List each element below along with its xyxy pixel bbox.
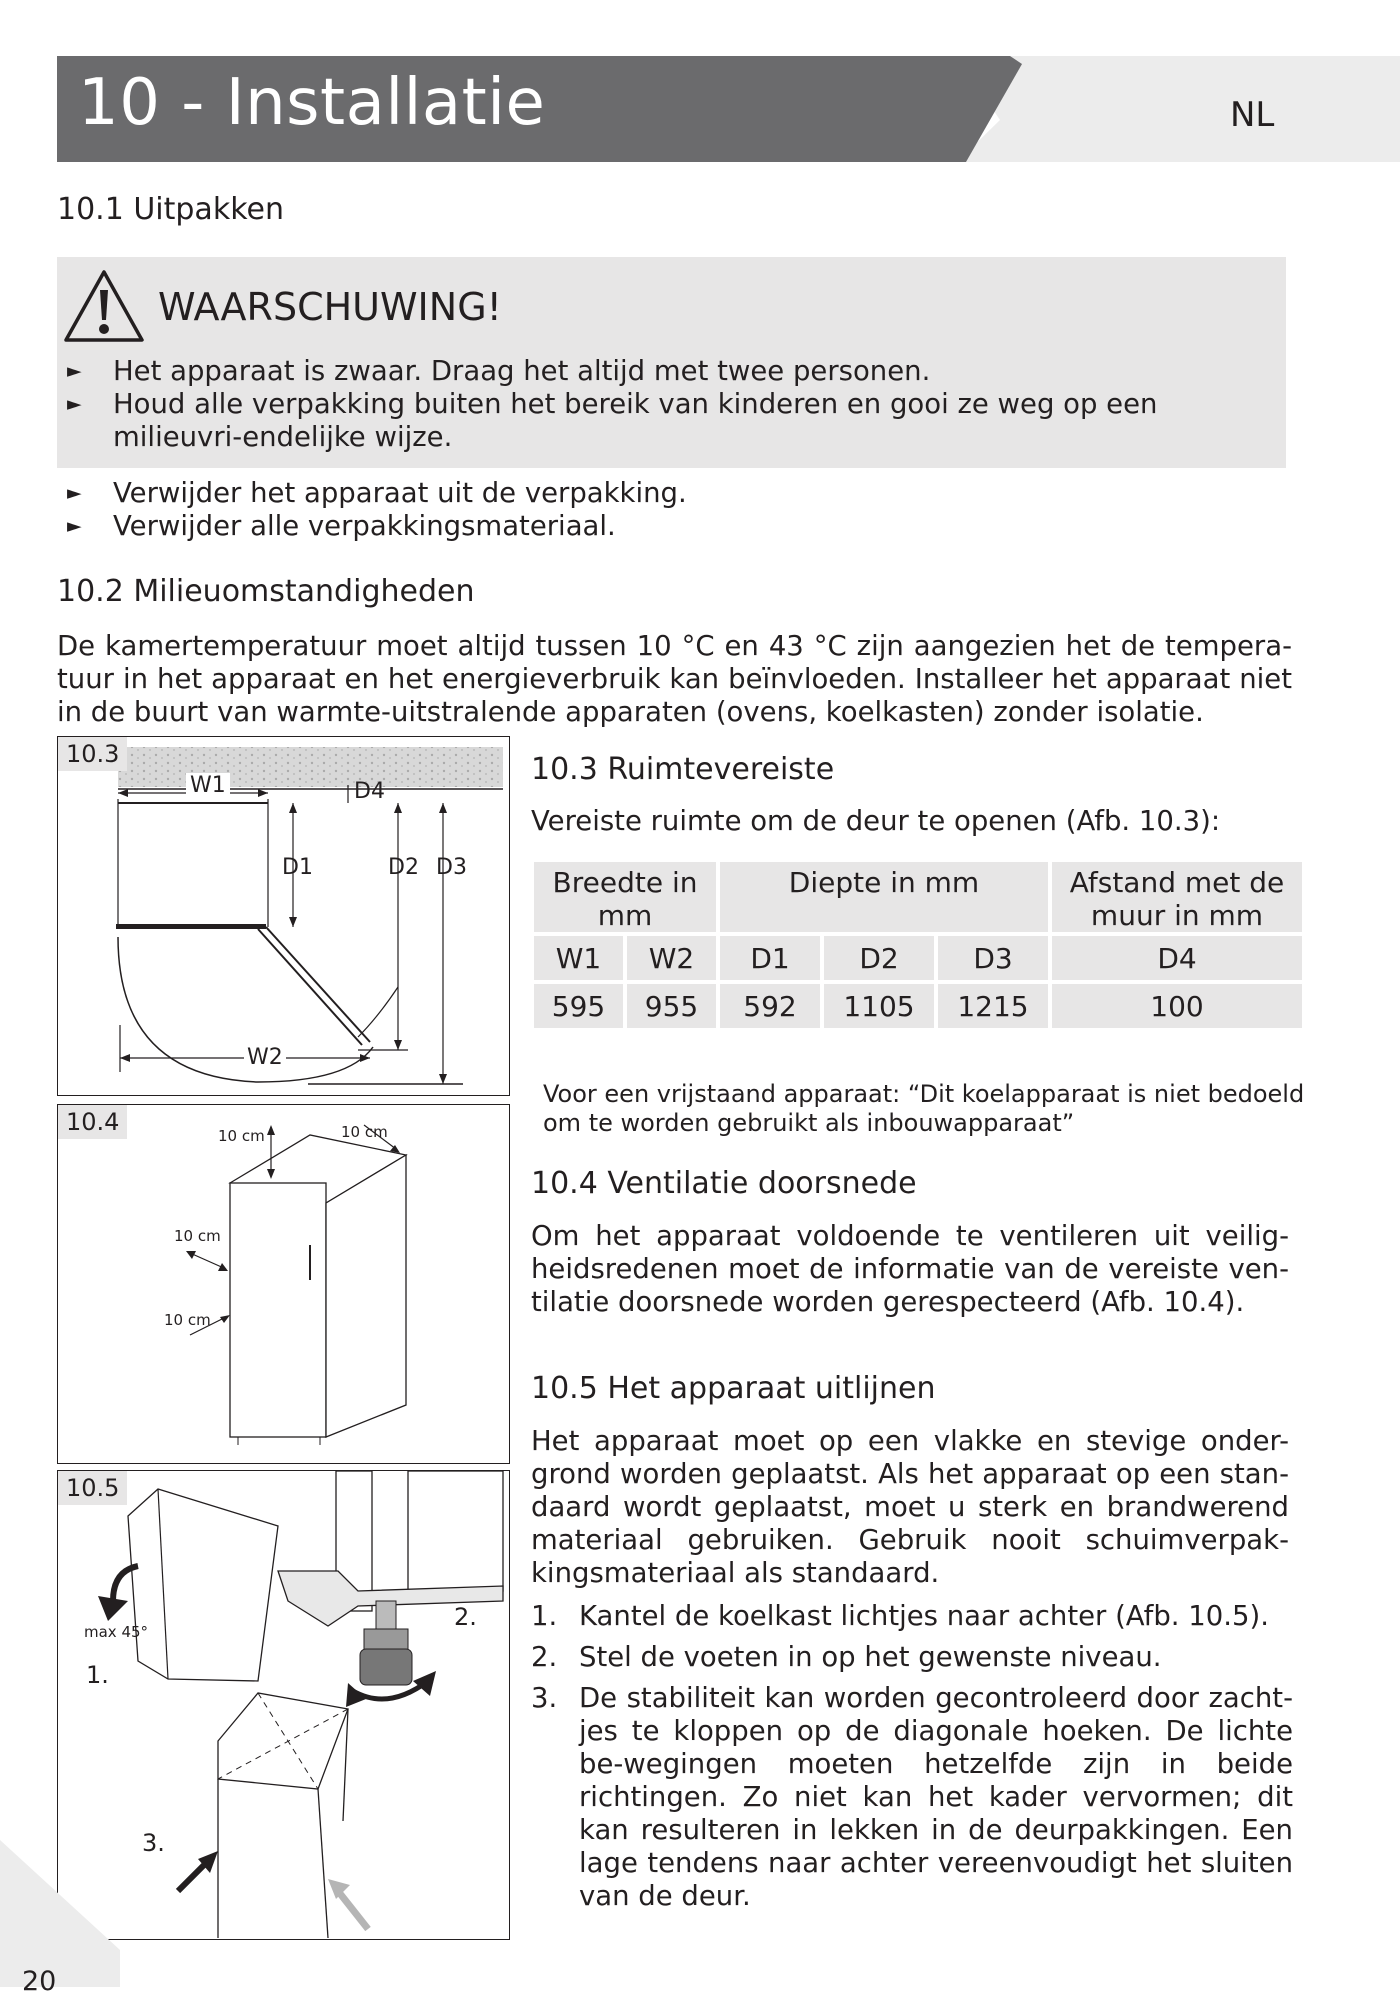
step-number: 2.	[531, 1641, 558, 1673]
figure-label: 10.4	[58, 1105, 127, 1139]
section-heading-10-5: 10.5 Het apparaat uitlijnen	[531, 1371, 936, 1406]
leveling-steps	[531, 1600, 1293, 1921]
step-marker-1: 1.	[86, 1661, 109, 1689]
table-cell: 1105	[824, 984, 934, 1028]
table-cell: 592	[720, 984, 820, 1028]
warning-item: ► Houd alle verpakking buiten het bereik van kinderen en gooi ze weg op een milieuvri-endelijke wijze.	[57, 388, 1257, 454]
angle-label: max 45°	[84, 1623, 149, 1641]
dim-label-d2: D2	[388, 855, 419, 880]
step-marker-2: 2.	[454, 1603, 477, 1631]
table-cell: 595	[534, 984, 623, 1028]
dim-label-d1: D1	[282, 855, 313, 880]
warning-title: WAARSCHUWING!	[158, 285, 502, 329]
figure-10-3	[57, 736, 510, 1096]
step-number: 1.	[531, 1600, 558, 1632]
environment-text: De kamertemperatuur moet altijd tussen 10 °C en 43 °C zijn aangezien het de tempera-tuur in het apparaat en het energieverbruik kan beïnvloeden. Installeer het apparaat niet in de buurt van warmte-uitstralende apparaten (ovens, koelkasten) zonder isolatie.	[57, 630, 1292, 728]
table-col-label: W2	[627, 936, 716, 980]
warning-item: ► Het apparaat is zwaar. Draag het altijd met twee personen.	[57, 355, 1257, 388]
table-cell: 100	[1052, 984, 1302, 1028]
step-text: Kantel de koelkast lichtjes naar achter (Afb. 10.5).	[579, 1600, 1269, 1632]
table-cell: 955	[627, 984, 716, 1028]
table-cell: 1215	[938, 984, 1048, 1028]
table-header-width: Breedte in mm	[534, 862, 716, 932]
figure-label: 10.3	[58, 737, 127, 771]
list-item	[531, 1600, 1293, 1633]
table-col-label: D2	[824, 936, 934, 980]
section-heading-10-4: 10.4 Ventilatie doorsnede	[531, 1166, 917, 1201]
dim-label-w2: W2	[244, 1045, 286, 1070]
dim-label-side: 10 cm	[174, 1227, 221, 1245]
warning-list	[57, 355, 1257, 454]
ventilation-text: Om het apparaat voldoende te ventileren uit veilig-heidsredenen moet de informatie van de vereiste ven-tilatie doorsnede worden gerespecteerd (Afb. 10.4).	[531, 1220, 1289, 1318]
figure-label: 10.5	[58, 1471, 127, 1505]
space-intro: Vereiste ruimte om de deur te openen (Afb. 10.3):	[531, 805, 1221, 837]
unpack-list	[57, 477, 1257, 543]
step-marker-3: 3.	[142, 1829, 165, 1857]
leveling-text: Het apparaat moet op een vlakke en stevige onder-grond worden geplaatst. Als het apparaat op een stan-daard wordt geplaatst, moet u sterk en brandwerend materiaal gebruiken. Gebruik nooit schuimverpak-kingsmateriaal als standaard.	[531, 1425, 1289, 1589]
table-col-label: W1	[534, 936, 623, 980]
figure-10-4	[57, 1104, 510, 1464]
list-item	[531, 1641, 1293, 1674]
step-number: 3.	[531, 1682, 558, 1714]
warning-triangle-icon	[62, 268, 146, 344]
section-heading-10-2: 10.2 Milieuomstandigheden	[57, 574, 475, 609]
dim-label-back: 10 cm	[341, 1123, 388, 1141]
list-item: ► Verwijder het apparaat uit de verpakking.	[57, 477, 1257, 510]
list-item	[531, 1682, 1293, 1913]
page-number: 20	[22, 1966, 57, 1997]
section-heading-10-1: 10.1 Uitpakken	[57, 192, 284, 227]
step-text: De stabiliteit kan worden gecontroleerd door zacht-jes te kloppen op de diagonale hoeken. De lichte be-wegingen moeten hetzelfde zijn in beide richtingen. Zo niet kan het kader vervormen; dit kan resulteren in lekken in de deurpakkingen. Een lage tendens naar achter vereenvoudigt het sluiten van de deur.	[579, 1682, 1293, 1912]
dim-label-front: 10 cm	[164, 1311, 211, 1329]
dim-label-w1: W1	[186, 773, 230, 798]
freestanding-note: Voor een vrijstaand apparaat: “Dit koelapparaat is niet bedoeld om te worden gebruikt als inbouwapparaat”	[543, 1080, 1305, 1137]
space-table	[530, 858, 1306, 1032]
chapter-title: 10 - Installatie	[78, 66, 546, 140]
dim-label-top: 10 cm	[218, 1127, 265, 1145]
table-header-depth: Diepte in mm	[720, 862, 1048, 932]
list-item: ► Verwijder alle verpakkingsmateriaal.	[57, 510, 1257, 543]
corner-decoration	[0, 1840, 130, 1987]
table-col-label: D1	[720, 936, 820, 980]
section-heading-10-3: 10.3 Ruimtevereiste	[531, 752, 835, 787]
table-col-label: D4	[1052, 936, 1302, 980]
step-text: Stel de voeten in op het gewenste niveau.	[579, 1641, 1162, 1673]
language-code: NL	[1230, 95, 1275, 135]
table-header-wall: Afstand met de muur in mm	[1052, 862, 1302, 932]
dim-label-d4: D4	[354, 779, 385, 804]
table-col-label: D3	[938, 936, 1048, 980]
dim-label-d3: D3	[436, 855, 467, 880]
